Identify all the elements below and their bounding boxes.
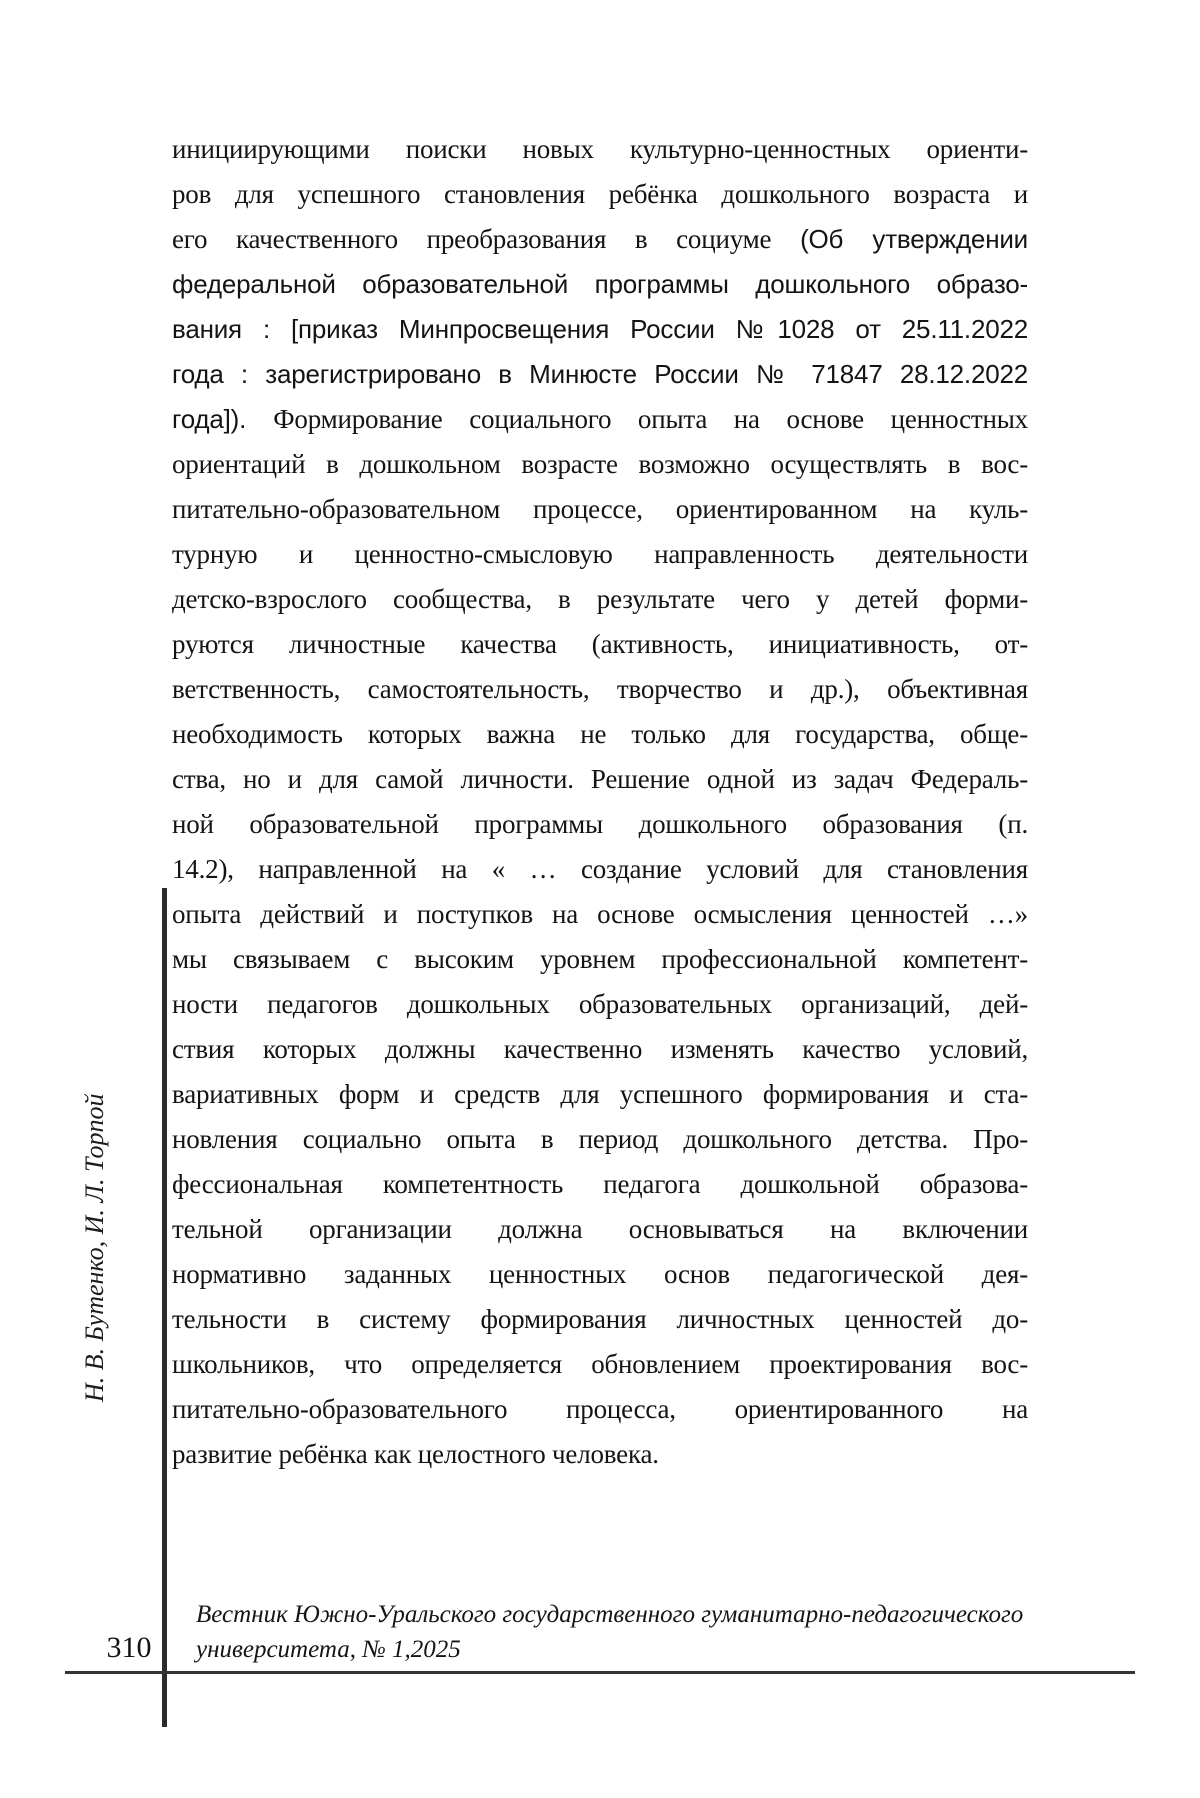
text-segment: турную и ценностно-смысловую направленность деятельности: [172, 539, 1028, 569]
text-segment: питательно-образовательного процесса, ориентированного на: [172, 1394, 1028, 1424]
body-line-29: [172, 1387, 1028, 1432]
body-line-14: [172, 712, 1028, 757]
text-segment: ров для успешного становления ребёнка дошкольного возраста и: [172, 179, 1028, 209]
text-segment: ориентаций в дошкольном возрасте возможно осуществлять в вос-: [172, 449, 1028, 479]
body-line-25: [172, 1207, 1028, 1252]
text-segment: ной образовательной программы дошкольного образования (п.: [172, 809, 1028, 839]
body-line-13: [172, 667, 1028, 712]
body-line-11: [172, 577, 1028, 622]
body-line-18: [172, 892, 1028, 937]
body-line-4: [172, 262, 1028, 307]
text-segment: 14.2), направленной на « … создание условий для становления: [172, 854, 1028, 884]
body-line-30: [172, 1432, 1028, 1477]
text-segment: фессиональная компетентность педагога дошкольной образова-: [172, 1169, 1028, 1199]
text-segment: года : зарегистрировано в Минюсте России № 71847 28.12.2022: [172, 359, 1028, 389]
text-segment: ства, но и для самой личности. Решение одной из задач Федераль-: [172, 764, 1028, 794]
text-segment: Формирование социального опыта на основе ценностных: [273, 404, 1028, 434]
body-line-3: [172, 217, 1028, 262]
text-segment: тельной организации должна основываться на включении: [172, 1214, 1028, 1244]
page-number: 310: [106, 1631, 152, 1664]
body-line-2: [172, 172, 1028, 217]
revision-bar: [162, 888, 167, 1727]
body-line-10: [172, 532, 1028, 577]
text-segment: тельности в систему формирования личностных ценностей до-: [172, 1304, 1028, 1334]
body-line-6: [172, 352, 1028, 397]
text-segment: необходимость которых важна не только для государства, обще-: [172, 719, 1028, 749]
body-line-15: [172, 757, 1028, 802]
text-segment: федеральной образовательной программы дошкольного образо-: [172, 269, 1028, 299]
text-segment: года]).: [172, 404, 274, 434]
body-line-7: [172, 397, 1028, 442]
body-line-20: [172, 982, 1028, 1027]
text-segment: питательно-образовательном процессе, ориентированном на куль-: [172, 494, 1028, 524]
text-segment: (Об утверждении: [800, 224, 1028, 254]
author-sidebar-text: Н. В. Бутенко, И. Л. Торпой: [80, 1093, 109, 1403]
body-line-8: [172, 442, 1028, 487]
body-line-1: [172, 127, 1028, 172]
text-segment: ности педагогов дошкольных образовательных организаций, дей-: [172, 989, 1028, 1019]
body-line-22: [172, 1072, 1028, 1117]
text-segment: ветственность, самостоятельность, творчество и др.), объективная: [172, 674, 1028, 704]
body-line-5: [172, 307, 1028, 352]
text-segment: мы связываем с высоким уровнем профессиональной компетент-: [172, 944, 1028, 974]
footer-journal-line1: Вестник Южно-Уральского государственного гуманитарно-педагогического: [196, 1601, 1024, 1628]
text-segment: школьников, что определяется обновлением проектирования вос-: [172, 1349, 1028, 1379]
body-line-26: [172, 1252, 1028, 1297]
text-segment: руются личностные качества (активность, инициативность, от-: [172, 629, 1028, 659]
footer-journal-line2: университета, № 1,2025: [196, 1636, 461, 1663]
body-line-12: [172, 622, 1028, 667]
body-text: [172, 127, 1028, 1477]
body-line-21: [172, 1027, 1028, 1072]
text-segment: инициирующими поиски новых культурно-ценностных ориенти-: [172, 134, 1028, 164]
body-line-23: [172, 1117, 1028, 1162]
text-segment: вариативных форм и средств для успешного формирования и ста-: [172, 1079, 1028, 1109]
footer-journal: [196, 1597, 1056, 1667]
footer-rule: [65, 1671, 1135, 1674]
body-line-27: [172, 1297, 1028, 1342]
text-segment: его качественного преобразования в социуме: [172, 224, 801, 254]
body-line-17: [172, 847, 1028, 892]
body-line-28: [172, 1342, 1028, 1387]
body-line-16: [172, 802, 1028, 847]
text-segment: детско-взрослого сообщества, в результате чего у детей форми-: [172, 584, 1028, 614]
text-segment: ствия которых должны качественно изменять качество условий,: [172, 1034, 1028, 1064]
body-line-19: [172, 937, 1028, 982]
body-line-9: [172, 487, 1028, 532]
text-segment: вания : [приказ Минпросвещения России №1028 от 25.11.2022: [172, 314, 1028, 344]
text-segment: новления социально опыта в период дошкольного детства. Про-: [172, 1124, 1028, 1154]
text-segment: нормативно заданных ценностных основ педагогической дея-: [172, 1259, 1028, 1289]
text-segment: развитие ребёнка как целостного человека.: [172, 1439, 659, 1469]
text-segment: опыта действий и поступков на основе осмысления ценностей …»: [172, 899, 1028, 929]
body-line-24: [172, 1162, 1028, 1207]
